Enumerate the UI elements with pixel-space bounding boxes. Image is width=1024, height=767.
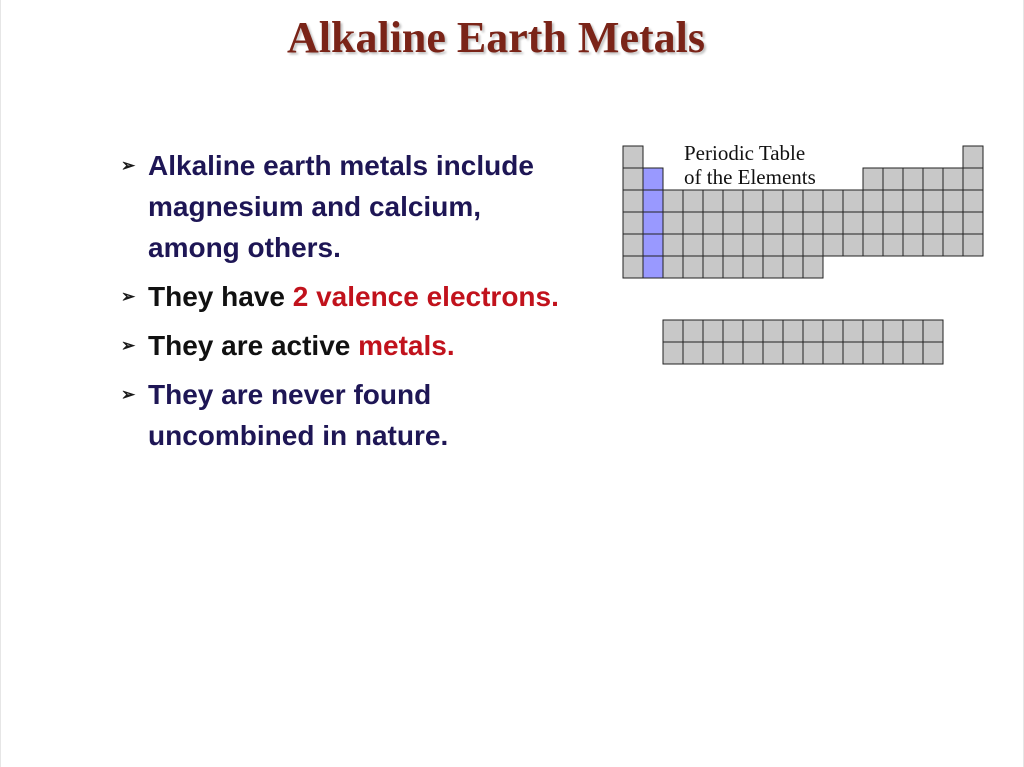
f-block-cell: [823, 320, 843, 342]
f-block-cell: [783, 342, 803, 364]
element-cell: [843, 234, 863, 256]
element-cell: [683, 212, 703, 234]
element-cell: [843, 212, 863, 234]
element-cell-group-2: [643, 212, 663, 234]
element-cell: [943, 168, 963, 190]
element-cell: [963, 168, 983, 190]
bullet-text: They are active: [148, 330, 359, 361]
element-cell: [903, 212, 923, 234]
f-block-cell: [663, 342, 683, 364]
f-block-cell: [723, 320, 743, 342]
element-cell: [943, 190, 963, 212]
element-cell: [843, 190, 863, 212]
element-cell: [923, 168, 943, 190]
periodic-table-title-line1: Periodic Table: [684, 144, 806, 165]
element-cell: [743, 190, 763, 212]
element-cell: [963, 234, 983, 256]
element-cell: [823, 212, 843, 234]
f-block-cell: [843, 320, 863, 342]
element-cell-group-2: [643, 168, 663, 190]
element-cell: [763, 190, 783, 212]
f-block-cell: [823, 342, 843, 364]
element-cell-group-2: [643, 256, 663, 278]
element-cell: [823, 190, 843, 212]
f-block-cell: [743, 320, 763, 342]
element-cell: [623, 234, 643, 256]
f-block-cell: [743, 342, 763, 364]
arrow-bullet-icon: ➢: [121, 156, 136, 175]
f-block-cell: [763, 320, 783, 342]
element-cell: [683, 190, 703, 212]
element-cell: [703, 234, 723, 256]
element-cell: [723, 256, 743, 278]
arrow-bullet-icon: ➢: [121, 385, 136, 404]
element-cell: [803, 256, 823, 278]
element-cell: [963, 146, 983, 168]
element-cell: [663, 212, 683, 234]
element-cell: [863, 190, 883, 212]
element-cell: [863, 212, 883, 234]
f-block-cell: [803, 320, 823, 342]
bullet-item: [121, 325, 561, 366]
bullet-highlight-text: 2 valence electrons.: [292, 281, 559, 312]
element-cell: [663, 190, 683, 212]
f-block-cell: [803, 342, 823, 364]
element-cell: [923, 190, 943, 212]
f-block-cell: [683, 342, 703, 364]
element-cell: [783, 190, 803, 212]
element-cell: [863, 168, 883, 190]
element-cell: [743, 256, 763, 278]
f-block-cell: [883, 320, 903, 342]
bullet-list: [121, 145, 561, 464]
f-block-cell: [723, 342, 743, 364]
bullet-text: Alkaline earth metals include magnesium and calcium, among others.: [148, 150, 534, 263]
bullet-item: [121, 145, 561, 268]
f-block-cell: [883, 342, 903, 364]
element-cell-group-2: [643, 234, 663, 256]
f-block-cell: [863, 320, 883, 342]
arrow-bullet-icon: ➢: [121, 287, 136, 306]
element-cell: [623, 146, 643, 168]
element-cell: [763, 256, 783, 278]
element-cell: [763, 212, 783, 234]
element-cell: [963, 190, 983, 212]
f-block-cell: [783, 320, 803, 342]
element-cell: [883, 190, 903, 212]
element-cell: [723, 212, 743, 234]
element-cell: [683, 234, 703, 256]
element-cell: [683, 256, 703, 278]
element-cell: [823, 234, 843, 256]
element-cell: [663, 234, 683, 256]
periodic-table-diagram: [621, 144, 985, 366]
element-cell: [863, 234, 883, 256]
f-block-cell: [923, 320, 943, 342]
f-block-cell: [843, 342, 863, 364]
element-cell: [943, 234, 963, 256]
element-cell: [703, 190, 723, 212]
element-cell: [883, 234, 903, 256]
element-cell: [803, 234, 823, 256]
element-cell: [883, 168, 903, 190]
element-cell: [883, 212, 903, 234]
f-block-cell: [703, 320, 723, 342]
element-cell: [803, 190, 823, 212]
element-cell: [903, 234, 923, 256]
element-cell: [743, 212, 763, 234]
bullet-text: They have: [148, 281, 293, 312]
f-block-cell: [863, 342, 883, 364]
element-cell: [623, 212, 643, 234]
element-cell: [703, 212, 723, 234]
element-cell: [923, 212, 943, 234]
bullet-text: They are never found uncombined in nature.: [148, 379, 449, 451]
element-cell: [903, 168, 923, 190]
element-cell: [723, 234, 743, 256]
element-cell: [703, 256, 723, 278]
element-cell: [903, 190, 923, 212]
element-cell: [623, 168, 643, 190]
element-cell: [943, 212, 963, 234]
element-cell: [783, 256, 803, 278]
element-cell-group-2: [643, 190, 663, 212]
element-cell: [743, 234, 763, 256]
element-cell: [623, 190, 643, 212]
element-cell: [783, 234, 803, 256]
element-cell: [963, 212, 983, 234]
element-cell: [663, 256, 683, 278]
f-block-cell: [763, 342, 783, 364]
periodic-table-title-line2: of the Elements: [684, 165, 816, 189]
f-block-cell: [903, 342, 923, 364]
element-cell: [783, 212, 803, 234]
f-block-cell: [703, 342, 723, 364]
bullet-item: [121, 374, 561, 456]
slide-title: Alkaline Earth Metals: [287, 13, 705, 62]
arrow-bullet-icon: ➢: [121, 336, 136, 355]
f-block-cell: [663, 320, 683, 342]
element-cell: [923, 234, 943, 256]
element-cell: [763, 234, 783, 256]
f-block-cell: [683, 320, 703, 342]
f-block-cell: [923, 342, 943, 364]
element-cell: [723, 190, 743, 212]
f-block-cell: [903, 320, 923, 342]
bullet-highlight-text: metals.: [358, 330, 455, 361]
bullet-item: [121, 276, 561, 317]
element-cell: [803, 212, 823, 234]
element-cell: [623, 256, 643, 278]
